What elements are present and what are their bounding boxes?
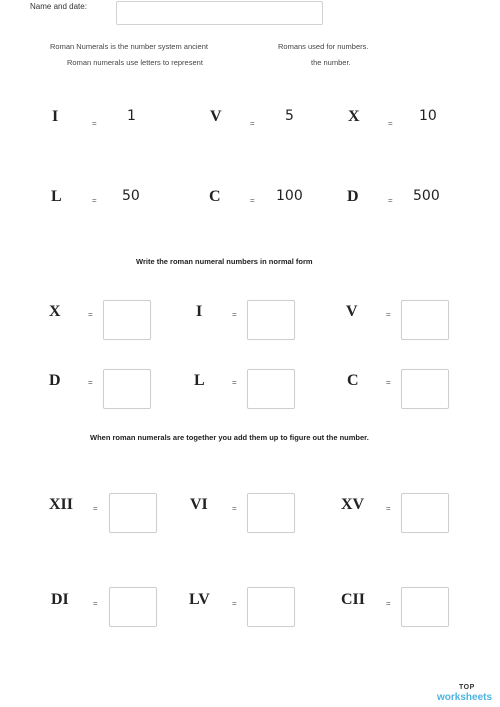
answer-box[interactable] [247,369,295,409]
ref-equals: = [92,196,97,205]
ref-value: 1 [127,108,136,124]
name-date-input[interactable] [116,1,323,25]
ref-value: 5 [285,108,294,124]
exercise-equals: = [88,310,93,319]
exercise-numeral: VI [190,496,208,513]
answer-box[interactable] [401,493,449,533]
intro-line1-left: Roman Numerals is the number system ancient [50,42,208,51]
ref-numeral: D [347,188,359,205]
ref-numeral: V [210,108,222,125]
exercise-numeral: LV [189,591,210,608]
answer-box[interactable] [401,300,449,340]
answer-box[interactable] [103,300,151,340]
exercise-numeral: X [49,303,61,320]
exercise-numeral: I [196,303,203,320]
exercise-equals: = [88,378,93,387]
intro-line1-right: Romans used for numbers. [278,42,369,51]
exercise-numeral: D [49,372,61,389]
answer-box[interactable] [247,493,295,533]
answer-box[interactable] [109,587,157,627]
answer-box[interactable] [401,587,449,627]
ref-numeral: X [348,108,360,125]
answer-box[interactable] [109,493,157,533]
answer-box[interactable] [247,587,295,627]
exercise-equals: = [386,504,391,513]
section1-heading: Write the roman numeral numbers in normal form [136,257,313,266]
exercise-equals: = [386,599,391,608]
name-date-label: Name and date: [30,2,87,11]
exercise-numeral: L [194,372,205,389]
exercise-equals: = [232,599,237,608]
logo-main-text: worksheets [437,692,493,703]
exercise-equals: = [232,504,237,513]
ref-numeral: L [51,188,62,205]
ref-numeral: I [52,108,59,125]
exercise-equals: = [232,310,237,319]
exercise-numeral: V [346,303,358,320]
exercise-equals: = [93,599,98,608]
ref-value: 50 [122,188,140,204]
exercise-equals: = [93,504,98,513]
ref-equals: = [92,119,97,128]
logo-top-text: TOP [459,684,475,691]
intro-line2-right: the number. [311,58,351,67]
ref-equals: = [388,196,393,205]
intro-line2-left: Roman numerals use letters to represent [67,58,203,67]
ref-equals: = [388,119,393,128]
exercise-numeral: XII [49,496,74,513]
ref-numeral: C [209,188,221,205]
section2-heading: When roman numerals are together you add them up to figure out the number. [90,433,369,442]
ref-value: 10 [419,108,437,124]
answer-box[interactable] [401,369,449,409]
exercise-equals: = [386,378,391,387]
exercise-numeral: CII [341,591,366,608]
exercise-numeral: XV [341,496,365,513]
answer-box[interactable] [103,369,151,409]
ref-value: 100 [276,188,303,204]
exercise-numeral: C [347,372,359,389]
answer-box[interactable] [247,300,295,340]
ref-value: 500 [413,188,440,204]
exercise-equals: = [232,378,237,387]
exercise-equals: = [386,310,391,319]
ref-equals: = [250,196,255,205]
ref-equals: = [250,119,255,128]
exercise-numeral: DI [51,591,69,608]
